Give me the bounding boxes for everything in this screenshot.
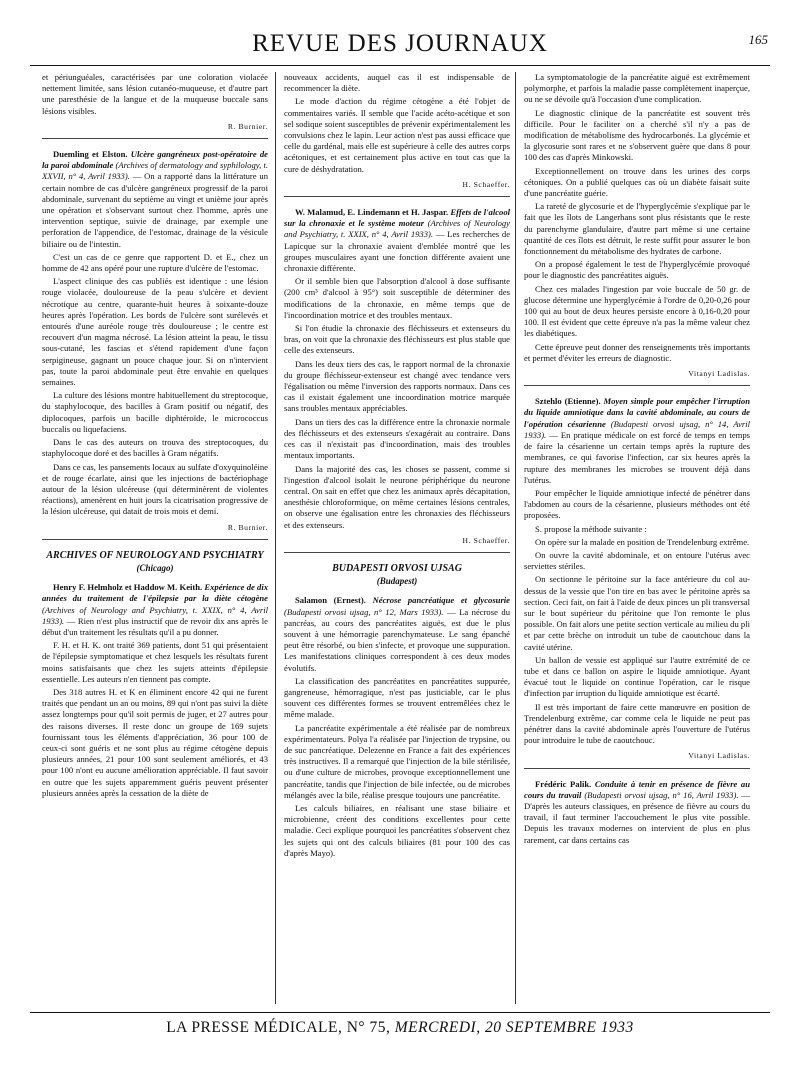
footer-journal: LA PRESSE MÉDICALE, N° 75,: [166, 1019, 391, 1036]
article-reference: (Budapesti orvosi ujsag, n° 12, Mars 1933).: [284, 606, 444, 617]
author-signature: R. Burnier.: [42, 522, 268, 540]
paragraph: Dans la majorité des cas, les choses se passent, comme si l'ingestion d'alcool isolait le neurone périphérique du neurone central. On sait en effet que chez les animaux après décapitation, anesthésie chloroformique, on même certaines lésions centrales, on observe une égalisation entre les chronaxies des fléchisseurs et des extenseurs.: [284, 463, 510, 530]
paragraph: F. H. et H. K. ont traité 369 patients, dont 51 qui présentaient de l'épilepsie symptomatique et chez lesquels les résultats furent moins satisfaisants que chez les sujets atteints d'épilepsie essentielle. Les auteurs n'en tiennent pas compte.: [42, 640, 268, 684]
journal-heading: ARCHIVES OF NEUROLOGY AND PSYCHIATRY: [46, 549, 264, 561]
paragraph: — Rien n'est plus instructif que de revoir dix ans après le début d'un traitement les résultats qu'il a pu donner.: [42, 615, 268, 637]
article-authors: Salamon (Ernest).: [295, 595, 366, 606]
paragraph: Les calculs biliaires, en réalisant une stase biliaire et microbienne, créent des conditions excellentes pour cette maladie. Ceci explique pourquoi les pancréatites s'observent chez les sujets qui ont des calculs biliaires (81 pour 100 des cas d'après Mayo).: [284, 802, 510, 858]
page-number: 165: [748, 32, 768, 47]
paragraph: Des 318 autres H. et K en éliminent encore 42 qui ne furent traités que pendant un an ou moins, 89 qui n'ont pas suivi la diète assez longtemps pour qu'il soit permis de juger, et 27 autres pour des raisons diverses. Il reste donc un groupe de 169 sujets fournissant tous les éléments d'appréciation, 36 pour 100 de ceux-ci sont guéris et ne sont plus au régime cétogène depuis plusieurs années, 21 pour 100 sont seulement améliorés, et 43 pour 100 n'ont eu aucune amélioration appréciable. Il faut savoir en outre que les sujets apparemment guéris peuvent présenter plusieurs années après la cessation de la diète de: [42, 686, 268, 798]
paragraph: On ouvre la cavité abdominale, et on entoure l'utérus avec serviettes stériles.: [524, 549, 750, 572]
paragraph: — En pratique médicale on est forcé de temps en temps de faire la césarienne un certain temps après la rupture des membranes, ce qui favorise l'infection, car six heures après la rupture des membranes les microbes se trouvent déjà dans l'utérus.: [524, 429, 750, 485]
author-signature: Vitanyi Ladislas.: [524, 368, 750, 386]
column-divider: [515, 72, 516, 1004]
page-header: [30, 26, 770, 62]
journal-city: (Chicago): [136, 562, 174, 573]
paragraph: Or il semble bien que l'absorption d'alcool à dose suffisante (200 cm³ d'alcool à 95°) soit susceptible de déterminer des modifications de la chronaxie, en même temps que de l'incoordination motrice et des troubles mentaux.: [284, 276, 510, 320]
paragraph: C'est un cas de ce genre que rapportent D. et E., chez un homme de 42 ans opéré pour une rupture d'ulcère de l'estomac.: [42, 251, 268, 274]
article-entry: [284, 207, 510, 274]
author-signature: H. Schaeffer.: [284, 179, 510, 197]
paragraph: La rareté de glycosurie et de l'hyperglycémie s'explique par le fait que les îlots de Langerhans sont plus résistants que le reste du parenchyme glandulaire, d'autre part même si une certaine quantité de ces îlots est détruit, le reste suffit pour assurer le bon fonctionnement du métabolisme des hydrates de carbone.: [524, 201, 750, 257]
paragraph: Le mode d'action du régime cétogène a été l'objet de commentaires variés. Il semble que l'acide acéto-acétique et son sel sodique soient susceptibles de prévenir expérimentalement les convulsions chez le lapin. Leur action n'est pas aussi efficace que celle du gardénal, mais elle est supérieure à celle des autres corps acétoniques, et est certainement plus active en tout cas que la cure de déshydratation.: [284, 96, 510, 174]
article-title: Moyen simple pour empêcher l'irruption du liquide amniotique dans la cavité abdominale, au cours de l'opération césarienne: [524, 396, 750, 429]
author-signature: R. Burnier.: [42, 121, 268, 139]
article-entry: [42, 582, 268, 638]
article-title: Effets de l'alcool sur la chronaxie et le système moteur: [284, 207, 510, 229]
author-signature: H. Schaeffer.: [284, 535, 510, 553]
paragraph: La pancréatite expérimentale a été réalisée par de nombreux expérimentateurs. Polya l'a réalisée par l'injection de trypsine, ou de suc pancréatique. Delezenne en France a fait des expériences très instructives. Il a remarqué que l'injection de la bile stérilisée, ou d'une culture de microbes, provoque exceptionnellement une pancréatite, tandis que l'injection de bile infectée, ou de microbes mélangés avec la bile, réalise presque toujours une pancréatite.: [284, 722, 510, 800]
column-1: [42, 72, 268, 801]
paragraph: Dans un tiers des cas la différence entre la chronaxie normale des fléchisseurs et des extenseurs s'exagérait au contraire. Dans ces cas il n'existait pas d'incoordination, mais des troubles mentaux importants.: [284, 416, 510, 461]
column-2: [284, 72, 510, 861]
journal-city: (Budapest): [376, 576, 418, 587]
journal-section-title: REVUE DES JOURNAUX: [252, 30, 548, 57]
article-reference: (Budapesti orvosi ujsag, n° 16, Avril 1933).: [584, 789, 739, 800]
paragraph: Si l'on étudie la chronaxie des fléchisseurs et extenseurs du bras, on voit que la chronaxie des fléchisseurs est plus stable que celle des extenseurs.: [284, 323, 510, 356]
article-entry: [42, 149, 268, 250]
paragraph: Dans ce cas, les pansements locaux au sulfate d'oxyquinoléine et de rouge écarlate, ainsi que les injections de bactériophage autour de la lésion ulcéreuse (qui déterminèrent de violentes réactions), amenèrent en huit jours la cicatrisation progressive de la lésion ulcéreuse, qui datait de trois mois et demi.: [42, 461, 268, 517]
article-entry: [524, 396, 750, 486]
article-entry: [524, 779, 750, 846]
paragraph: Dans le cas des auteurs on trouva des streptocoques, du staphylocoque doré et des bacilles à Gram négatifs.: [42, 437, 268, 459]
paragraph: La culture des lésions montre habituellement du streptocoque, du staphylocoque, des bacilles à Gram positif ou négatif, des diplocoques, parfois un bacille diphtéroïde, le micrococcus buccalis ou liquefaciens.: [42, 390, 268, 434]
footer-date: MERCREDI, 20 SEPTEMBRE 1933: [394, 1019, 634, 1036]
article-authors: Duemling et Elston.: [53, 149, 128, 160]
paragraph: — D'après les auteurs classiques, en présence de fièvre au cours du travail, il faut terminer l'accouchement le plus vite possible. Depuis les travaux modernes on intervient de plus en plus rarement, car dans certains cas: [524, 789, 750, 845]
article-reference: (Archives of Neurology and Psychiatry, t. XXIX, n° 4, Avril 1933).: [42, 604, 268, 626]
paragraph: On opère sur la malade en position de Trendelenburg extrême.: [535, 536, 750, 547]
paragraph: — On a rapporté dans la littérature un certain nombre de cas d'ulcère gangréneux progressif de la paroi abdominale, survenant du septième au vingt et unième jour après une opération et s'observant surtout chez l'homme, après une intervention septique, suivie de drainage, par exemple une perforation de l'appendice, de l'estomac, drainage de la vésicule biliaire ou de l'intestin.: [42, 171, 268, 249]
header-rule: [30, 65, 770, 66]
article-title: Ulcère gangréneux post-opératoire de la paroi abdominale: [42, 149, 268, 171]
paragraph: S. propose la méthode suivante :: [535, 523, 647, 534]
author-signature: Vitanyi Ladislas.: [524, 750, 750, 768]
article-reference: (Budapesti orvosi ujsag, n° 14, Avril 1933).: [524, 418, 750, 440]
journal-heading: BUDAPESTI ORVOSI UJSAG: [332, 562, 462, 574]
article-reference: (Archives of Neurology and Psychiatry, t. XXIX, n° 4, Avril 1933).: [284, 218, 510, 240]
paragraph: On sectionne le péritoine sur la face antérieure du col au-dessus de la vessie que l'on tire en bas avec le péritoine après sa section. Ceci fait, on fait à l'aide de deux pinces un pli transversal sur le bout supérieur du péritoine que l'on remonte le plus possible. On fait alors une petite section verticale au milieu du pli et par cette brèche on introduit un tube de caoutchouc dans la cavité utérine.: [524, 574, 750, 652]
article-title: Expérience de dix années du traitement de l'épilepsie par la diète cétogène: [42, 582, 268, 604]
paragraph: Il est très important de faire cette manœuvre en position de Trendelenburg extrême, car comme cela le liquide ne peut pas pénétrer dans la cavité abdominale après l'ouverture de l'utérus pour introduire le tube de caoutchouc.: [524, 701, 750, 746]
article-entry: [284, 595, 510, 673]
paragraph: Pour empêcher le liquide amniotique infecté de pénétrer dans l'abdomen au cours de la césarienne, plusieurs méthodes ont été proposées.: [524, 487, 750, 521]
paragraph: L'aspect clinique des cas publiés est identique : une lésion rouge violacée, douloureuse de la peau s'ulcère et devient nécrotique au centre, quarante-huit heures à soixante-douze heures après l'opération. Les bords de l'ulcère sont surélevés et entourés d'une auréole rouge très douloureuse ; le centre est recouvert d'un magma nécrosé. La lésion atteint la peau, le tissu sous-cutané, les fascias et s'étend rapidement d'une façon serpigineuse, gagnant un pouce chaque jour. Si on n'intervient pas, toute la paroi abdominale peut être envahie en quelques semaines.: [42, 276, 268, 388]
paragraph: et périunguéales, caractérisées par une coloration violacée nettement limitée, sans lésion cutanéo-muqueuse, et d'autre part une paresthésie de la langue et de la muqueuse buccale sans lésions visibles.: [42, 72, 268, 116]
article-authors: W. Malamud, E. Lindemann et H. Jaspar.: [295, 207, 449, 218]
paragraph: La classification des pancréatites en pancréatites suppurée, gangreneuse, hémorragique, n'est pas justiciable, car le plus souvent ces différentes formes se trouvent entremêlées chez le même malade.: [284, 675, 510, 720]
paragraph: nouveaux accidents, auquel cas il est indispensable de recommencer la diète.: [284, 72, 510, 94]
paragraph: Le diagnostic clinique de la pancréatite est souvent très difficile. Pour le faciliter on a cherché s'il n'y a pas de modification de métabolisme des hydrocarbonés. La glycémie et la glycosurie sont rares et ne s'observent guère que dans 8 pour 100 des cas d'après Minkowski.: [524, 107, 750, 163]
paragraph: — Les recherches de Lapicque sur la chronaxie avaient d'emblée montré que les groupes musculaires ayant une fonction différente avaient une chronaxie différente.: [284, 229, 511, 274]
paragraph: Exceptionnellement on trouve dans les urines des corps cétoniques. On a publié quelques cas où un diabète faisait suite d'une pancréatite guérie.: [524, 165, 750, 199]
article-title: Nécrose pancréatique et glycosurie: [372, 595, 510, 606]
article-title: Conduite à tenir en présence de fièvre au cours du travail: [524, 778, 750, 800]
page-footer: [30, 1012, 770, 1037]
article-authors: Henry F. Helmholz et Haddow M. Keith.: [53, 582, 203, 593]
paragraph: Un ballon de vessie est appliqué sur l'autre extrémité de ce tube et dans ce ballon on aspire le liquide amniotique. Ayant évacué tout le liquide on continue l'opération, car le risque d'infection par irruption du liquide amniotique est écarté.: [524, 654, 750, 699]
paragraph: Chez ces malades l'ingestion par voie buccale de 50 gr. de glucose détermine une hyperglycémie à l'ordre de 0,20-0,26 pour 100 qui au bout de deux heures persiste encore à 0,16-0,20 pour 100. Il est évident que cette épreuve n'a pas la même valeur chez les diabétiques.: [524, 283, 750, 339]
column-divider: [275, 72, 276, 1004]
paragraph: Cette épreuve peut donner des renseignements très importants et permet d'éviter les erreurs de diagnostic.: [524, 341, 750, 363]
paragraph: La symptomatologie de la pancréatite aiguë est extrêmement polymorphe, et parfois la maladie passe complètement inaperçue, ou ne se dévoile qu'à l'occasion d'une complication.: [524, 72, 750, 105]
paragraph: Dans les deux tiers des cas, le rapport normal de la chronaxie du groupe fléchisseur-extenseur est changé avec tendance vers l'égalisation ou même l'inversion des rapports normaux. Dans ces cas il existait également une incoordination motrice marquée sans troubles mentaux appréciables.: [284, 358, 510, 414]
article-authors: Sztehlo (Etienne).: [535, 396, 601, 407]
article-reference: (Archives of dermatology and syphilology, t. XXVII, n° 4, Avril 1933).: [42, 160, 268, 182]
column-3: [524, 72, 750, 848]
article-authors: Frédéric Palik.: [535, 778, 592, 789]
paragraph: — La nécrose du pancréas, au cours des pancréatites aiguës, est due le plus souvent à une hémorragie parenchymateuse. Le sang épanché peut être résorbé, ou bien s'infecte, et provoque une suppuration. Les manifestations cliniques correspondent à ces deux modes évolutifs.: [284, 606, 510, 673]
paragraph: On a proposé également le test de l'hyperglycémie provoqué pour le diagnostic des pancréatites aiguës.: [524, 259, 750, 281]
